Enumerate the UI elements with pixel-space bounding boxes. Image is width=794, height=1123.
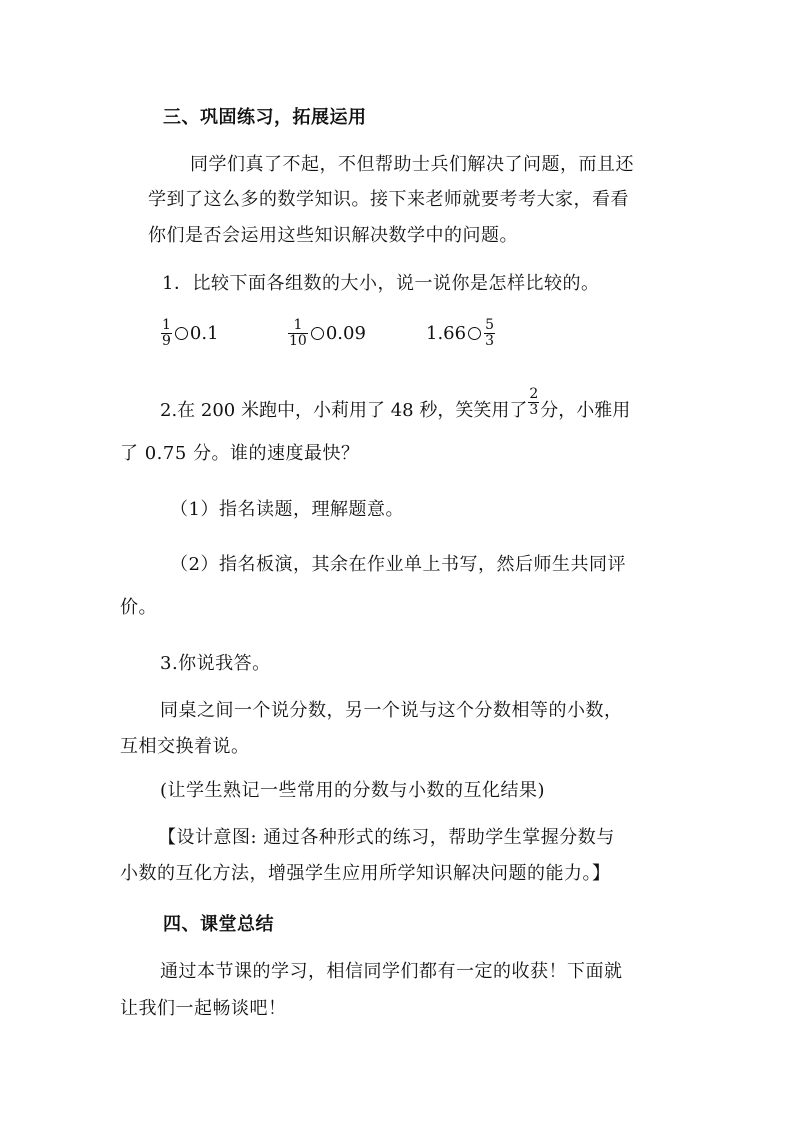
question-2-line-1 (160, 386, 631, 426)
fraction-denominator: 10 (289, 333, 307, 349)
design-intent-line-1: 【设计意图: 通过各种形式的练习，帮助学生掌握分数与 (158, 827, 615, 848)
question-2-step-2-line-2: 价。 (120, 597, 157, 618)
fraction (528, 387, 539, 418)
intro-line-2: 学到了这么多的数学知识。接下来老师就要考考大家，看看 (148, 189, 629, 210)
fraction-numerator: 2 (529, 386, 539, 402)
fraction-numerator: 5 (485, 317, 494, 333)
fraction (288, 318, 308, 349)
question-3-line-1: 同桌之间一个说分数，另一个说与这个分数相等的小数， (160, 700, 623, 721)
fraction (161, 318, 172, 349)
design-intent-line-2: 小数的互化方法，增强学生应用所学知识解决问题的能力。】 (120, 863, 611, 884)
compare-item-1 (160, 318, 219, 349)
compare-value: 0.09 (325, 322, 366, 344)
fraction-denominator: 3 (529, 402, 539, 418)
fraction (484, 318, 495, 349)
fraction-numerator: 1 (288, 318, 308, 334)
section4-heading: 四、课堂总结 (163, 914, 274, 935)
summary-line-1: 通过本节课的学习，相信同学们都有一定的收获！下面就 (160, 961, 623, 982)
question-3-line-2: 互相交换着说。 (120, 736, 250, 757)
intro-line-3: 你们是否会运用这些知识解决数学中的问题。 (148, 225, 518, 246)
question-3: 3.你说我答。 (160, 653, 271, 674)
compare-circle-icon (468, 327, 481, 340)
compare-item-3 (426, 318, 496, 349)
fraction-denominator: 3 (485, 333, 494, 349)
compare-item-2 (287, 318, 366, 349)
compare-circle-icon (175, 327, 188, 340)
question-2-text-a: 2.在 200 米跑中，小莉用了 48 秒，笑笑用了 (160, 399, 528, 421)
intro-line-1: 同学们真了不起，不但帮助士兵们解决了问题，而且还 (190, 154, 634, 175)
fraction-denominator: 9 (162, 333, 171, 349)
question-2-step-1: （1）指名读题，理解题意。 (170, 499, 404, 520)
summary-line-2: 让我们一起畅谈吧！ (120, 998, 287, 1019)
question-3-note: (让学生熟记一些常用的分数与小数的互化结果) (160, 780, 546, 801)
compare-value: 0.1 (189, 322, 219, 344)
compare-value: 1.66 (426, 322, 467, 344)
question-1: 1．比较下面各组数的大小，说一说你是怎样比较的。 (162, 273, 600, 294)
question-2-step-2-line-1: （2）指名板演，其余在作业单上书写，然后师生共同评 (170, 554, 626, 575)
question-2-text-b: 分，小雅用 (540, 399, 631, 421)
fraction-numerator: 1 (162, 317, 171, 333)
question-2-line-2: 了 0.75 分。谁的速度最快？ (120, 443, 360, 464)
section3-heading: 三、巩固练习，拓展运用 (163, 107, 367, 128)
compare-circle-icon (311, 327, 324, 340)
